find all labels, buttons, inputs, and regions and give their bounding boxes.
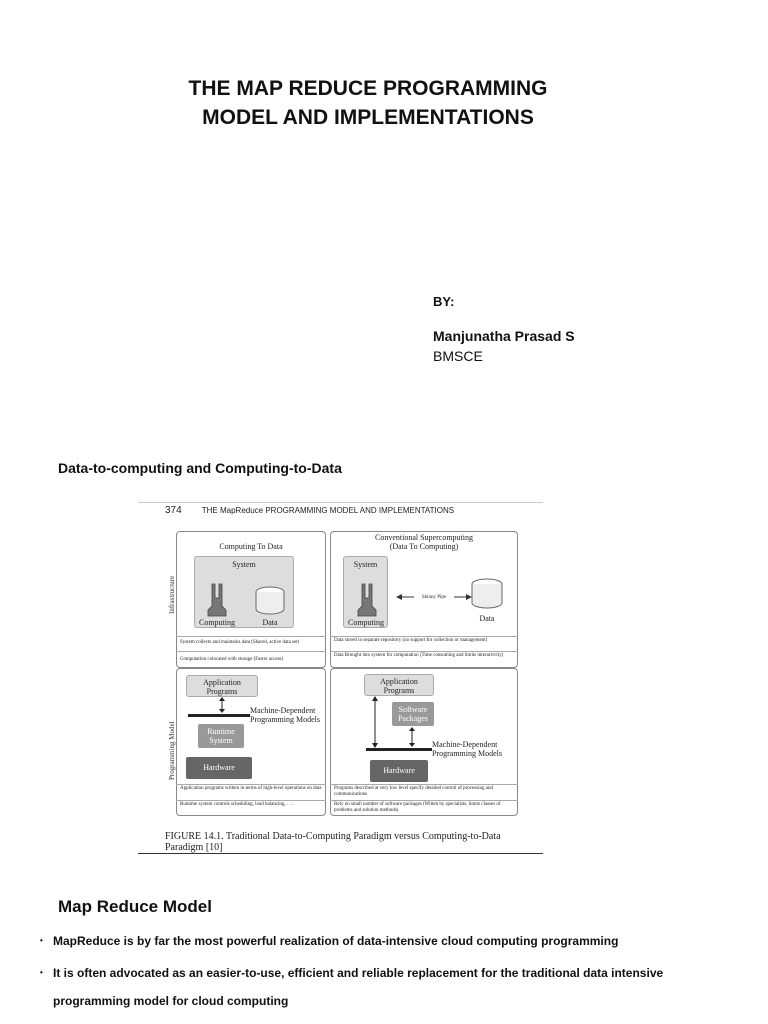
author-organization: BMSCE	[433, 348, 483, 364]
by-label: BY:	[433, 294, 455, 309]
left-infra-divider-1	[176, 636, 326, 637]
right-software-packages-box: Software Packages	[392, 702, 434, 726]
right-pm-row-2: Rely on small number of software packages (Witten by specialists, limits classes of problems and solution methods)	[334, 802, 501, 813]
left-data-icon	[254, 586, 286, 616]
left-machine-dependent-bar	[188, 714, 250, 717]
left-machine-dependent-label: Machine-Dependent Programming Models	[250, 706, 320, 724]
right-app-hardware-arrow	[371, 696, 379, 748]
right-pm-row-1: Programs described at very low level specify detailed control of processing and communications	[334, 786, 493, 797]
figure-caption-line-2: Paradigm [10]	[165, 842, 223, 853]
left-computing-label: Computing	[198, 618, 235, 627]
title-line-2: MODEL AND IMPLEMENTATIONS	[202, 106, 534, 129]
page-title	[0, 74, 736, 132]
right-system-label: System	[353, 560, 378, 569]
bullet-dot: •	[40, 936, 43, 945]
figure-caption-line-1: FIGURE 14.1. Traditional Data-to-Computing Paradigm versus Computing-to-Data	[165, 831, 501, 842]
right-panel-title-2: (Data To Computing)	[389, 542, 459, 551]
bullet-item	[40, 927, 720, 955]
right-hardware-box: Hardware	[370, 760, 428, 782]
figure-data-to-computing	[138, 502, 543, 855]
left-pm-divider-1	[176, 784, 326, 785]
figure-running-head-text: THE MapReduce PROGRAMMING MODEL AND IMPLEMENTATIONS	[201, 506, 455, 515]
right-software-arrow	[408, 727, 416, 747]
bullet-item	[40, 959, 720, 1015]
right-infra-row-2: Data Brought into system for computation (Time consuming and limits interactivity)	[334, 653, 504, 658]
left-system-label: System	[232, 560, 256, 569]
left-app-arrow	[218, 697, 226, 713]
left-application-programs-box: Application Programs	[186, 675, 258, 697]
left-pm-row-2: Runtime system controls scheduling, load balancing, . . .	[180, 802, 294, 807]
left-hardware-box: Hardware	[186, 757, 252, 779]
skinny-pipe-label: Skinny Pipe	[421, 595, 447, 600]
left-pm-divider-2	[176, 800, 326, 801]
left-panel-title: Computing To Data	[219, 542, 283, 551]
right-data-label: Data	[479, 614, 495, 623]
bullet-dot: •	[40, 968, 43, 977]
right-infra-row-1: Data stored in separate repository (no support for collection or management)	[334, 638, 488, 643]
right-data-icon	[470, 578, 504, 610]
right-pm-divider-2	[330, 800, 518, 801]
right-machine-dependent-bar	[366, 748, 432, 751]
bullet-text: It is often advocated as an easier-to-use, efficient and reliable replacement for the traditional data intensive programming model for cloud computing	[53, 966, 664, 1008]
bullet-text: MapReduce is by far the most powerful realization of data-intensive cloud computing programming	[53, 934, 619, 948]
left-infra-row-2: Computation colocated with storage (Faster access)	[180, 657, 284, 662]
title-line-1: THE MAP REDUCE PROGRAMMING	[188, 77, 548, 100]
right-panel-title-1: Conventional Supercomputing	[375, 533, 473, 542]
figure-top-rule	[138, 502, 543, 503]
left-pm-row-1: Application programs written in terms of high-level operations on data	[180, 786, 322, 791]
left-infra-row-1: System collects and maintains data (Shared, active data set)	[180, 640, 300, 645]
figure-running-head	[165, 505, 454, 516]
figure-page-number: 374	[165, 505, 182, 516]
section-heading-data-to-computing: Data-to-computing and Computing-to-Data	[58, 460, 342, 476]
left-runtime-system-box: Runtime System	[198, 724, 244, 748]
right-application-programs-box: Application Programs	[364, 674, 434, 696]
left-infra-divider-2	[176, 651, 326, 652]
right-infra-divider-1	[330, 636, 518, 637]
right-machine-dependent-label: Machine-Dependent Programming Models	[432, 740, 502, 758]
left-computing-icon	[204, 582, 230, 618]
left-data-label: Data	[262, 618, 278, 627]
section-heading-map-reduce-model: Map Reduce Model	[58, 897, 212, 916]
right-computing-label: Computing	[347, 618, 384, 627]
figure-caption	[165, 831, 501, 853]
programming-model-label: Programming Model	[168, 721, 176, 780]
author-name: Manjunatha Prasad S	[433, 328, 575, 344]
right-infra-divider-2	[330, 651, 518, 652]
figure-bottom-rule	[138, 853, 543, 854]
right-computing-icon	[354, 582, 380, 618]
infrastructure-label: Infrastructure	[168, 575, 176, 614]
right-pm-divider-1	[330, 784, 518, 785]
